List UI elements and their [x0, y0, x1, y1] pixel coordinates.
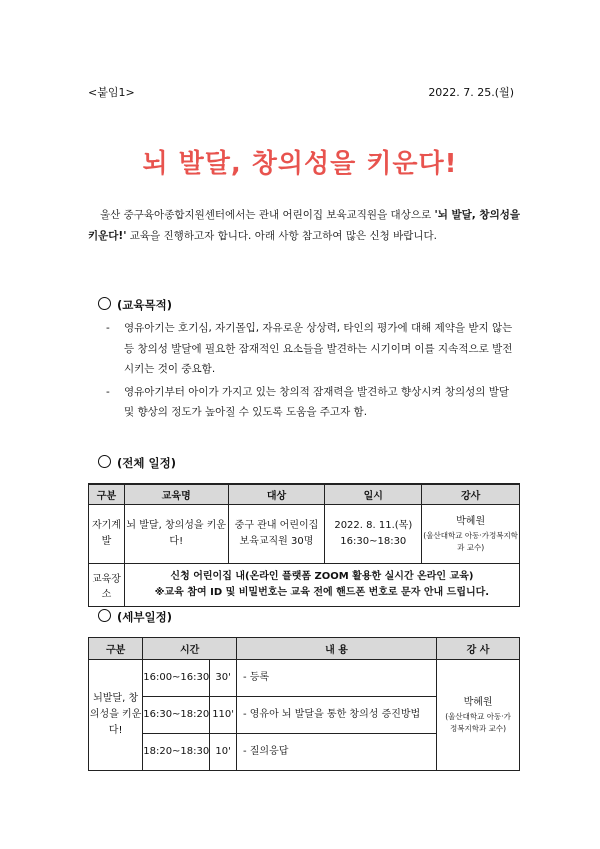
document-title: 뇌 발달, 창의성을 키운다! — [142, 149, 458, 179]
table-header: 구분 — [89, 484, 125, 505]
intro-highlight: '뇌 발달, 창의성을 키운다!' — [88, 209, 521, 242]
purpose-list — [106, 318, 520, 423]
instructor-affiliation: (울산대학교 아동·가정복지학과 교수) — [445, 712, 511, 733]
section-purpose-label: (교육목적) — [117, 298, 172, 312]
duration-cell: 110' — [210, 697, 237, 734]
instructor-cell — [422, 505, 520, 564]
table-header: 시간 — [143, 638, 237, 660]
circle-bullet-icon — [98, 297, 111, 310]
intro-text-2: 교육을 진행하고자 합니다. 아래 사항 참고하여 많은 신청 바랍니다. — [126, 230, 438, 242]
section-purpose-heading — [98, 297, 172, 313]
place-line-1: 신청 어린이집 내(온라인 플랫폼 ZOOM 활용한 실시간 온라인 교육) — [170, 571, 474, 582]
table-header: 강 사 — [437, 638, 520, 660]
datetime-cell: 2022. 8. 11.(목) 16:30~18:30 — [325, 505, 422, 564]
table-header: 교육명 — [124, 484, 228, 505]
document-date: 2022. 7. 25.(월) — [428, 86, 514, 99]
purpose-item-text: 영유아기는 호기심, 자기몰입, 자유로운 상상력, 타인의 평가에 대해 제약을 받지 않는 등 창의성 발달에 필요한 잠재적인 요소들을 발견하는 시기이며 이를 지속적으로 발전시키는 것이 중요함. — [124, 322, 513, 375]
content-cell: - 등록 — [236, 660, 436, 697]
content-cell: - 질의응답 — [236, 734, 436, 771]
dash-bullet: - — [106, 322, 110, 334]
time-cell: 16:30~18:20 — [143, 697, 210, 734]
duration-cell: 30' — [210, 660, 237, 697]
time-cell: 18:20~18:30 — [143, 734, 210, 771]
detail-category-cell: 뇌발달, 창의성을 키운다! — [89, 660, 143, 771]
dash-bullet: - — [106, 385, 110, 398]
table-header: 내 용 — [236, 638, 436, 660]
instructor-affiliation: (울산대학교 아동·가정복지학과 교수) — [423, 531, 518, 552]
purpose-item — [106, 318, 520, 380]
purpose-item — [106, 382, 520, 423]
intro-paragraph — [88, 205, 520, 247]
table-header: 대상 — [228, 484, 325, 505]
course-name-cell: 뇌 발달, 창의성을 키운다! — [124, 505, 228, 564]
table-header: 강사 — [422, 484, 520, 505]
section-detail-heading — [98, 609, 172, 625]
section-detail-label: (세부일정) — [117, 610, 172, 624]
category-cell: 자기계발 — [89, 505, 125, 564]
section-schedule-heading — [98, 455, 176, 471]
instructor-name: 박혜원 — [463, 697, 493, 708]
purpose-item-text: 영유아기부터 아이가 가지고 있는 창의적 잠재력을 발견하고 향상시켜 창의성의 발달 및 향상의 정도가 높아질 수 있도록 도움을 주고자 함. — [124, 385, 510, 418]
instructor-name: 박혜원 — [456, 516, 486, 527]
circle-bullet-icon — [98, 609, 111, 622]
detail-schedule-table — [88, 637, 520, 771]
target-cell: 중구 관내 어린이집 보육교직원 30명 — [228, 505, 325, 564]
intro-text-1: 울산 중구육아종합지원센터에서는 관내 어린이집 보육교직원을 대상으로 — [100, 209, 435, 221]
section-schedule-label: (전체 일정) — [117, 456, 176, 470]
place-label-cell: 교육장소 — [89, 564, 125, 607]
duration-cell: 10' — [210, 734, 237, 771]
overall-schedule-table — [88, 483, 520, 607]
detail-instructor-cell — [437, 660, 520, 771]
attachment-label: <붙임1> — [88, 86, 135, 99]
circle-bullet-icon — [98, 455, 111, 468]
table-header: 구분 — [89, 638, 143, 660]
place-cell — [124, 564, 519, 607]
place-line-2: ※교육 참여 ID 및 비밀번호는 교육 전에 핸드폰 번호로 문자 안내 드립니다. — [154, 587, 490, 598]
table-header: 일시 — [325, 484, 422, 505]
content-cell: - 영유아 뇌 발달을 통한 창의성 증진방법 — [236, 697, 436, 734]
time-cell: 16:00~16:30 — [143, 660, 210, 697]
